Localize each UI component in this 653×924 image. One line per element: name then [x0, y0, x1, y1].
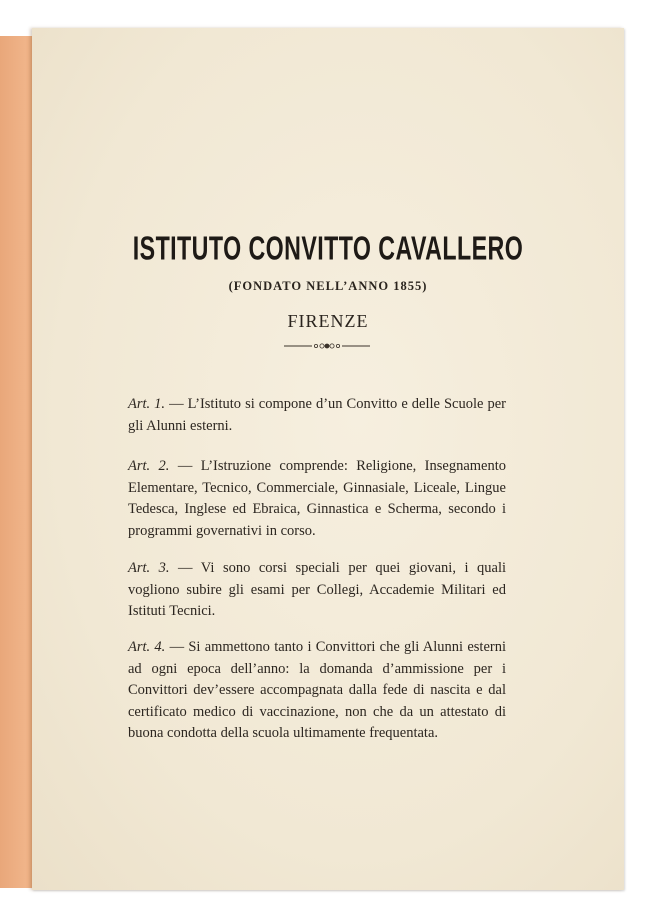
ornament-divider — [282, 340, 372, 352]
document-subtitle: (FONDATO NELL’ANNO 1855) — [228, 279, 428, 293]
article-3 — [128, 558, 506, 623]
article-text: — L’Istituto si compone d’un Convitto e delle Scuole per gli Alunni esterni. — [128, 396, 506, 434]
document-page — [32, 28, 624, 890]
article-4 — [128, 637, 506, 745]
article-text: — Vi sono corsi speciali per quei giovani, i quali vogliono subire gli esami per Collegi, Accademie Militari ed Istituti Tecnici. — [128, 560, 506, 619]
article-text: — L’Istruzione comprende: Religione, Insegnamento Elementare, Tecnico, Commerciale, Ginnasiale, Liceale, Lingue Tedesca, Inglese ed Ebraica, Ginnastica e Scherma, secondo i programmi governativi in corso. — [128, 458, 506, 539]
article-label: Art. 3. — [128, 560, 170, 576]
article-2 — [128, 456, 506, 542]
article-label: Art. 4. — [128, 639, 166, 655]
article-label: Art. 2. — [128, 458, 170, 474]
article-1 — [128, 394, 506, 437]
article-label: Art. 1. — [128, 396, 166, 412]
document-city: FIRENZE — [287, 311, 369, 331]
article-text: — Si ammettono tanto i Convittori che gli Alunni esterni ad ogni epoca dell’anno: la domanda d’ammissione per i Convittori dev’essere accompagnata dalla fede di nascita e dal certificato medico di vaccinazione, non che da un attestato di buona condotta della scuola ultimamente frequentata. — [128, 639, 506, 741]
document-title: ISTITUTO CONVITTO CAVALLERO — [132, 230, 524, 267]
